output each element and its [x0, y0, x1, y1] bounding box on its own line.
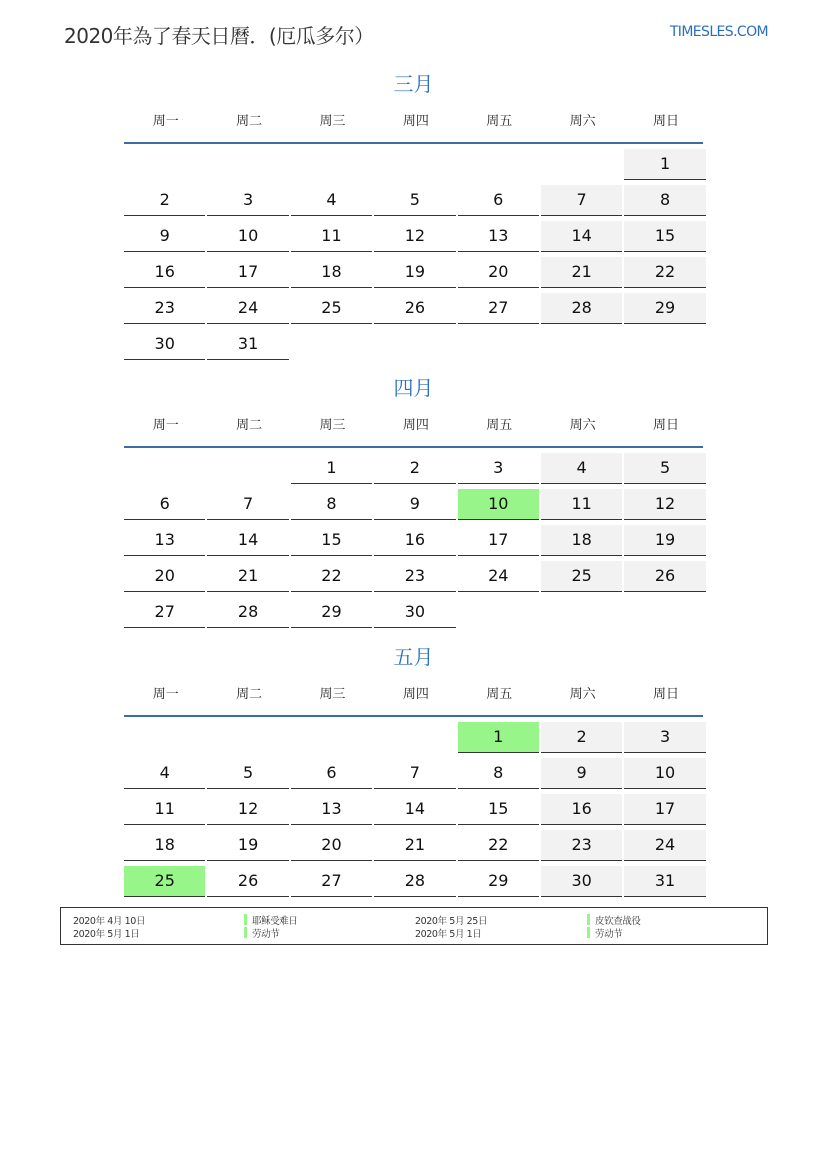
- day-cell: 19: [374, 257, 455, 288]
- day-cell: 20: [291, 830, 372, 861]
- day-cell: 22: [291, 561, 372, 592]
- day-cell: 30: [374, 597, 455, 628]
- legend-date: 2020年 5月 1日: [415, 929, 482, 940]
- legend-holiday-name: 劳动节: [595, 929, 623, 940]
- weekday-label: 周五: [486, 114, 513, 129]
- month-title: 五月: [393, 645, 434, 669]
- month-title: 四月: [393, 376, 434, 400]
- day-cell: 28: [207, 597, 288, 628]
- day-cell: 9: [374, 489, 455, 520]
- holiday-color-marker: [244, 914, 247, 925]
- day-cell: 5: [374, 185, 455, 216]
- day-cell: 3: [458, 453, 539, 484]
- day-cell: 22: [458, 830, 539, 861]
- day-cell: 1: [624, 149, 705, 180]
- day-cell: 29: [624, 293, 705, 324]
- legend-holiday-name: 耶稣受难日: [252, 916, 298, 927]
- day-cell: 1: [291, 453, 372, 484]
- weekday-label: 周一: [152, 687, 179, 702]
- day-cell: 16: [541, 794, 622, 825]
- empty-cell: [374, 722, 455, 753]
- day-cell: 21: [207, 561, 288, 592]
- day-cell: 11: [541, 489, 622, 520]
- day-cell: 22: [624, 257, 705, 288]
- day-cell: 2: [374, 453, 455, 484]
- holiday-day-cell: 1: [458, 722, 539, 753]
- day-cell: 31: [624, 866, 705, 897]
- day-cell: 21: [374, 830, 455, 861]
- empty-cell: [458, 149, 539, 180]
- weekday-label: 周四: [402, 418, 429, 433]
- day-cell: 4: [541, 453, 622, 484]
- holiday-color-marker: [244, 927, 247, 938]
- day-cell: 7: [207, 489, 288, 520]
- site-link[interactable]: TIMESLES.COM: [669, 24, 768, 40]
- day-cell: 16: [374, 525, 455, 556]
- empty-cell: [124, 722, 205, 753]
- day-cell: 13: [458, 221, 539, 252]
- day-cell: 25: [291, 293, 372, 324]
- weekday-label: 周日: [653, 418, 680, 433]
- empty-cell: [124, 453, 205, 484]
- legend-date: 2020年 5月 1日: [73, 929, 140, 940]
- day-cell: 28: [374, 866, 455, 897]
- day-cell: 18: [541, 525, 622, 556]
- day-cell: 9: [541, 758, 622, 789]
- day-cell: 17: [624, 794, 705, 825]
- weekday-header: [124, 681, 703, 717]
- empty-cell: [541, 149, 622, 180]
- weekday-header: [124, 412, 703, 448]
- holiday-color-marker: [587, 914, 590, 925]
- empty-cell: [291, 149, 372, 180]
- weekday-label: 周五: [486, 418, 513, 433]
- day-cell: 23: [541, 830, 622, 861]
- month-march: [124, 70, 703, 360]
- weekday-label: 周五: [486, 687, 513, 702]
- day-cell: 7: [541, 185, 622, 216]
- day-cell: 11: [124, 794, 205, 825]
- legend-holiday-name: 皮钦查战役: [595, 916, 641, 927]
- day-cell: 30: [124, 329, 205, 360]
- day-grid: [124, 717, 703, 897]
- month-april: [124, 374, 703, 628]
- day-cell: 26: [374, 293, 455, 324]
- empty-cell: [124, 149, 205, 180]
- weekday-label: 周二: [236, 418, 263, 433]
- day-cell: 27: [124, 597, 205, 628]
- day-cell: 4: [124, 758, 205, 789]
- day-cell: 18: [124, 830, 205, 861]
- day-cell: 6: [458, 185, 539, 216]
- day-cell: 11: [291, 221, 372, 252]
- day-cell: 31: [207, 329, 288, 360]
- weekday-label: 周三: [319, 114, 346, 129]
- day-cell: 13: [291, 794, 372, 825]
- weekday-label: 周一: [152, 114, 179, 129]
- day-cell: 25: [541, 561, 622, 592]
- day-grid: [124, 448, 703, 628]
- empty-cell: [207, 722, 288, 753]
- day-cell: 15: [624, 221, 705, 252]
- empty-cell: [374, 149, 455, 180]
- day-cell: 12: [624, 489, 705, 520]
- day-cell: 14: [207, 525, 288, 556]
- day-cell: 10: [207, 221, 288, 252]
- day-cell: 4: [291, 185, 372, 216]
- day-cell: 15: [458, 794, 539, 825]
- day-cell: 24: [624, 830, 705, 861]
- day-cell: 7: [374, 758, 455, 789]
- legend-holiday-name: 劳动节: [252, 929, 280, 940]
- day-cell: 17: [458, 525, 539, 556]
- month-may: [124, 643, 703, 897]
- day-cell: 19: [207, 830, 288, 861]
- legend-date: 2020年 5月 25日: [415, 916, 488, 927]
- day-cell: 8: [291, 489, 372, 520]
- holiday-day-cell: 10: [458, 489, 539, 520]
- weekday-label: 周二: [236, 114, 263, 129]
- weekday-label: 周二: [236, 687, 263, 702]
- day-cell: 3: [207, 185, 288, 216]
- day-cell: 20: [124, 561, 205, 592]
- day-cell: 21: [541, 257, 622, 288]
- weekday-label: 周一: [152, 418, 179, 433]
- weekday-label: 周四: [402, 114, 429, 129]
- weekday-label: 周日: [653, 687, 680, 702]
- day-cell: 27: [458, 293, 539, 324]
- empty-cell: [291, 722, 372, 753]
- day-cell: 29: [458, 866, 539, 897]
- day-cell: 14: [541, 221, 622, 252]
- day-grid: [124, 144, 703, 360]
- day-cell: 15: [291, 525, 372, 556]
- day-cell: 23: [124, 293, 205, 324]
- weekday-label: 周三: [319, 687, 346, 702]
- day-cell: 23: [374, 561, 455, 592]
- day-cell: 9: [124, 221, 205, 252]
- weekday-label: 周六: [569, 687, 596, 702]
- weekday-label: 周三: [319, 418, 346, 433]
- weekday-label: 周四: [402, 687, 429, 702]
- legend-date: 2020年 4月 10日: [73, 916, 146, 927]
- day-cell: 18: [291, 257, 372, 288]
- day-cell: 6: [291, 758, 372, 789]
- holiday-day-cell: 25: [124, 866, 205, 897]
- day-cell: 6: [124, 489, 205, 520]
- day-cell: 19: [624, 525, 705, 556]
- day-cell: 5: [207, 758, 288, 789]
- weekday-label: 周日: [653, 114, 680, 129]
- day-cell: 10: [624, 758, 705, 789]
- day-cell: 28: [541, 293, 622, 324]
- day-cell: 20: [458, 257, 539, 288]
- day-cell: 12: [374, 221, 455, 252]
- weekday-label: 周六: [569, 114, 596, 129]
- day-cell: 30: [541, 866, 622, 897]
- day-cell: 27: [291, 866, 372, 897]
- day-cell: 3: [624, 722, 705, 753]
- day-cell: 13: [124, 525, 205, 556]
- day-cell: 26: [624, 561, 705, 592]
- empty-cell: [207, 149, 288, 180]
- day-cell: 24: [207, 293, 288, 324]
- month-title: 三月: [393, 72, 434, 96]
- holiday-legend: [60, 907, 768, 945]
- holiday-color-marker: [587, 927, 590, 938]
- day-cell: 8: [458, 758, 539, 789]
- day-cell: 24: [458, 561, 539, 592]
- day-cell: 12: [207, 794, 288, 825]
- weekday-label: 周六: [569, 418, 596, 433]
- day-cell: 17: [207, 257, 288, 288]
- day-cell: 2: [124, 185, 205, 216]
- day-cell: 5: [624, 453, 705, 484]
- day-cell: 14: [374, 794, 455, 825]
- day-cell: 16: [124, 257, 205, 288]
- day-cell: 8: [624, 185, 705, 216]
- empty-cell: [207, 453, 288, 484]
- page-title: 2020年為了春天日曆．(厄瓜多尔）: [64, 24, 374, 48]
- weekday-header: [124, 108, 703, 144]
- day-cell: 29: [291, 597, 372, 628]
- day-cell: 26: [207, 866, 288, 897]
- day-cell: 2: [541, 722, 622, 753]
